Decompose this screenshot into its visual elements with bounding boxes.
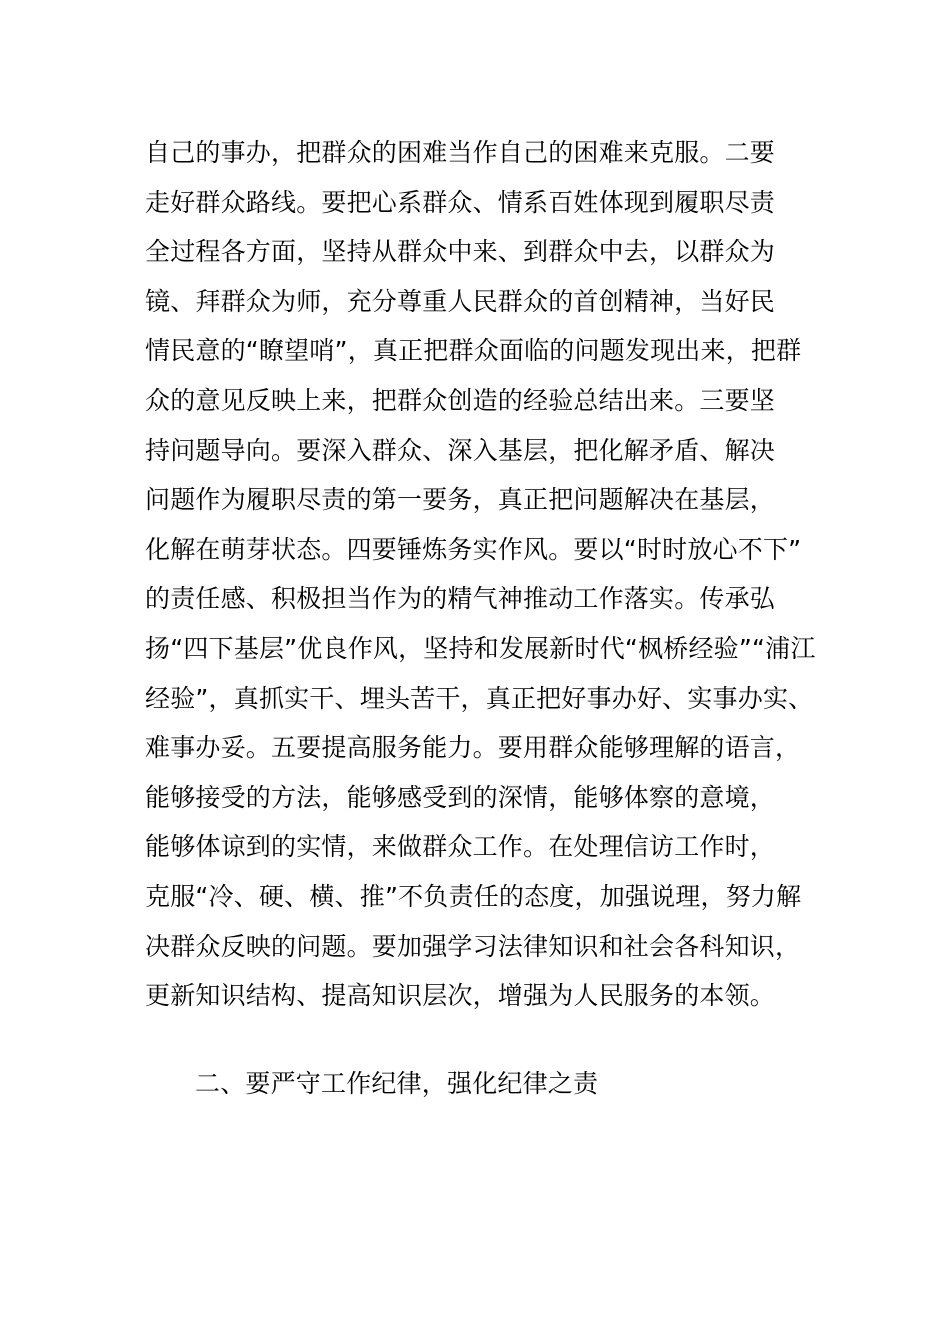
paragraph-line: 扬“四下基层”优良作风，坚持和发展新时代“枫桥经验”“浦江 — [145, 633, 816, 663]
paragraph-line: 更新知识结构、提高知识层次，增强为人民服务的本领。 — [145, 981, 776, 1011]
section-heading: 二、要严守工作纪律，强化纪律之责 — [195, 1069, 599, 1098]
paragraph-line: 镜、拜群众为师，充分尊重人民群众的首创精神，当好民 — [145, 286, 776, 316]
paragraph-line: 全过程各方面，坚持从群众中来、到群众中去，以群众为 — [145, 237, 776, 267]
paragraph-line: 难事办妥。五要提高服务能力。要用群众能够理解的语言， — [145, 733, 801, 763]
paragraph-line: 自己的事办，把群众的困难当作自己的困难来克服。二要 — [145, 138, 776, 167]
paragraph-line: 化解在萌芽状态。四要锤炼务实作风。要以“时时放心不下” — [145, 534, 802, 564]
paragraph-line: 克服“冷、硬、横、推”不负责任的态度，加强说理，努力解 — [145, 881, 802, 911]
paragraph-line: 能够接受的方法，能够感受到的深情，能够体察的意境， — [145, 782, 776, 812]
paragraph-line: 情民意的“瞭望哨”，真正把群众面临的问题发现出来，把群 — [145, 336, 802, 366]
paragraph-line: 经验”，真抓实干、埋头苦干，真正把好事办好、实事办实、 — [145, 683, 814, 713]
body-paragraph — [145, 128, 825, 1021]
paragraph-line: 的责任感、积极担当作为的精气神推动工作落实。传承弘 — [145, 584, 776, 614]
paragraph-line: 决群众反映的问题。要加强学习法律知识和社会各科知识， — [145, 931, 801, 961]
paragraph-line: 众的意见反映上来，把群众创造的经验总结出来。三要坚 — [145, 385, 776, 415]
paragraph-line: 走好群众路线。要把心系群众、情系百姓体现到履职尽责 — [145, 187, 776, 217]
paragraph-line: 问题作为履职尽责的第一要务，真正把问题解决在基层， — [145, 485, 776, 515]
paragraph-line: 能够体谅到的实情，来做群众工作。在处理信访工作时， — [145, 832, 776, 862]
paragraph-line: 持问题导向。要深入群众、深入基层，把化解矛盾、解决 — [145, 435, 776, 465]
